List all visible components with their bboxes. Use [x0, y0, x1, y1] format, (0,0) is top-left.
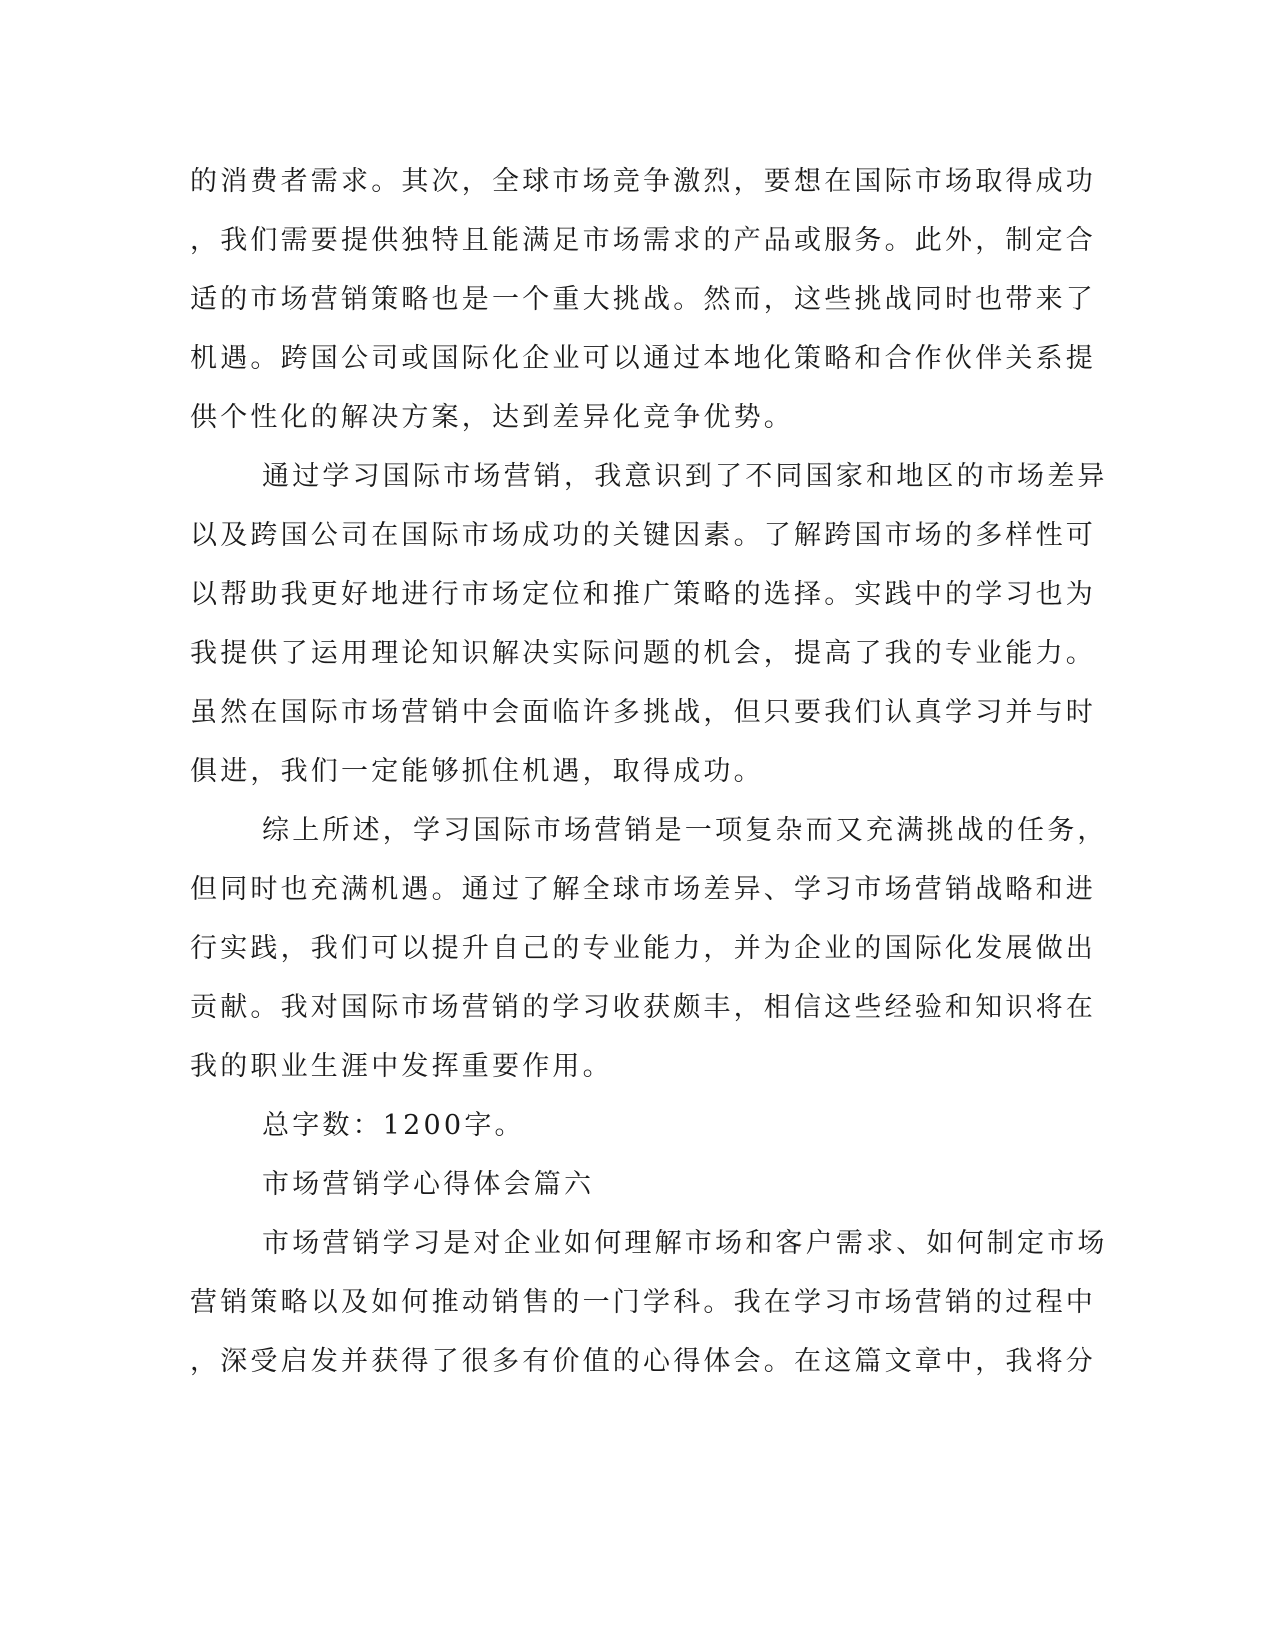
text-line: 适的市场营销策略也是一个重大挑战。然而，这些挑战同时也带来了 — [190, 284, 1096, 315]
text-line: 但同时也充满机遇。通过了解全球市场差异、学习市场营销战略和进 — [190, 874, 1096, 905]
text-line: 我提供了运用理论知识解决实际问题的机会，提高了我的专业能力。 — [190, 638, 1096, 669]
paragraph-first-line: 通过学习国际市场营销，我意识到了不同国家和地区的市场差异 — [262, 461, 1108, 492]
section-heading: 市场营销学心得体会篇六 — [262, 1169, 595, 1200]
text-line: ，我们需要提供独特且能满足市场需求的产品或服务。此外，制定合 — [190, 225, 1096, 256]
text-line: 供个性化的解决方案，达到差异化竞争优势。 — [190, 402, 794, 433]
text-line: 虽然在国际市场营销中会面临许多挑战，但只要我们认真学习并与时 — [190, 697, 1096, 728]
text-line: 贡献。我对国际市场营销的学习收获颇丰，相信这些经验和知识将在 — [190, 992, 1096, 1023]
word-count: 总字数：1200字。 — [262, 1110, 525, 1141]
paragraph-first-line: 综上所述，学习国际市场营销是一项复杂而又充满挑战的任务， — [262, 815, 1108, 846]
text-line: 机遇。跨国公司或国际化企业可以通过本地化策略和合作伙伴关系提 — [190, 343, 1096, 374]
text-line: 营销策略以及如何推动销售的一门学科。我在学习市场营销的过程中 — [190, 1287, 1096, 1318]
text-line: ，深受启发并获得了很多有价值的心得体会。在这篇文章中，我将分 — [190, 1346, 1096, 1377]
text-line: 行实践，我们可以提升自己的专业能力，并为企业的国际化发展做出 — [190, 933, 1096, 964]
text-line: 俱进，我们一定能够抓住机遇，取得成功。 — [190, 756, 764, 787]
text-line: 我的职业生涯中发挥重要作用。 — [190, 1051, 613, 1082]
text-line: 以帮助我更好地进行市场定位和推广策略的选择。实践中的学习也为 — [190, 579, 1096, 610]
text-line: 以及跨国公司在国际市场成功的关键因素。了解跨国市场的多样性可 — [190, 520, 1096, 551]
paragraph-first-line: 市场营销学习是对企业如何理解市场和客户需求、如何制定市场 — [262, 1228, 1108, 1259]
text-line: 的消费者需求。其次，全球市场竞争激烈，要想在国际市场取得成功 — [190, 166, 1096, 197]
